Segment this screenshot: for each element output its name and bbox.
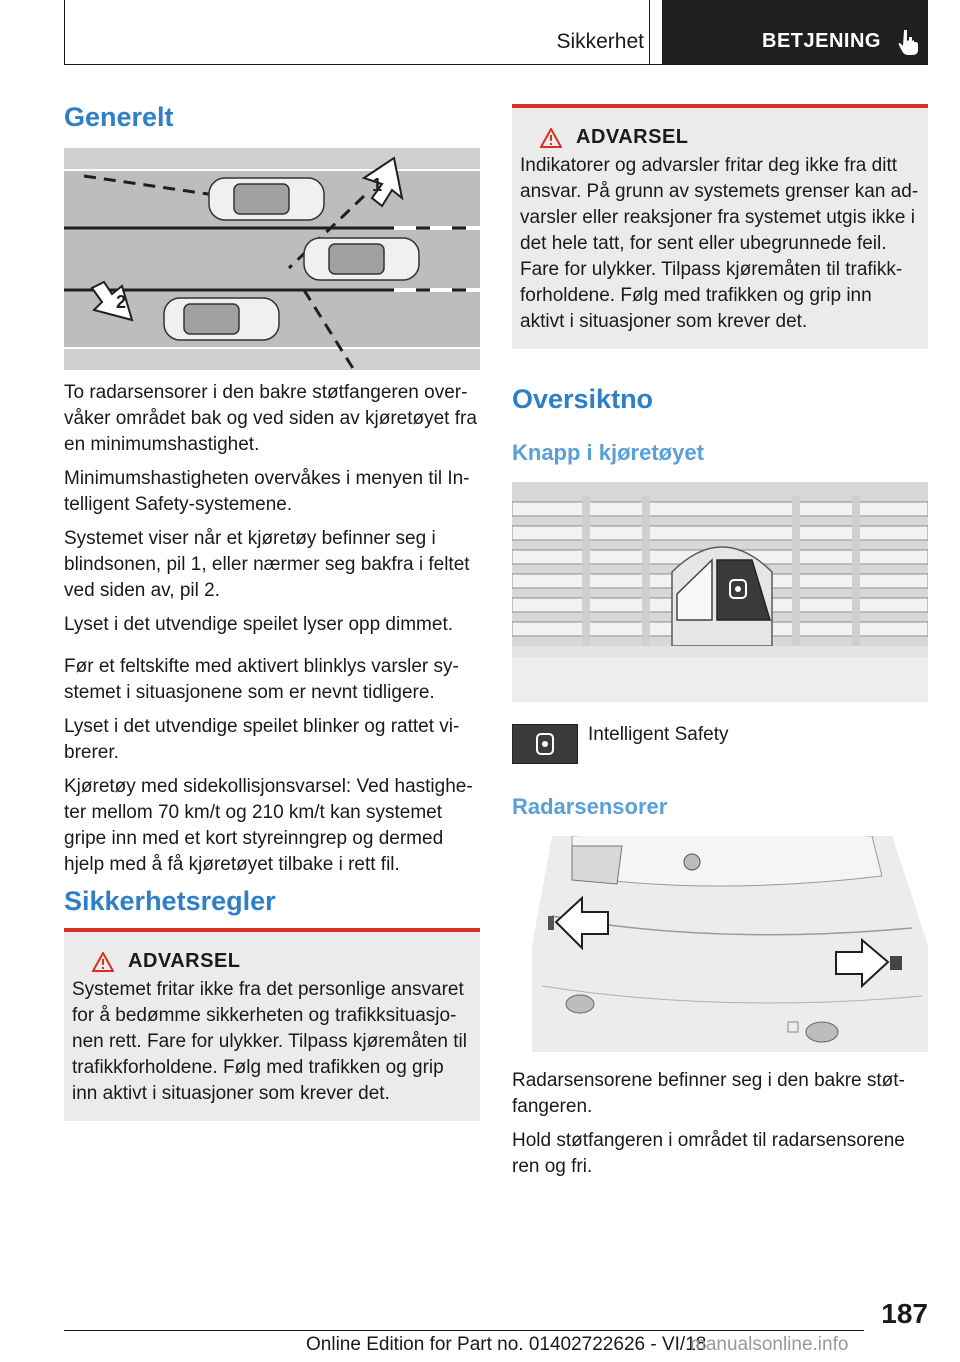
intelligent-safety-label: Intelligent Safety [588,724,729,745]
paragraph: Kjøretøy med sidekollisjonsvarsel: Ved hastighe- ter mellom 70 km/t og 210 km/t kan systemet gripe inn med et kort styreinngrep og dermed hjelp med å få kjøretøyet tilbake i rett fil. [64,776,473,875]
arrow-2-label: 2 [116,292,127,312]
paragraph: Lyset i det utvendige speilet blinker og rattet vi- brerer. [64,716,460,763]
rear-bumper-photo [512,836,928,1052]
warning-box-right [512,104,928,349]
chapter-tab[interactable] [662,0,928,64]
intelligent-safety-button-icon [512,724,578,764]
car-1 [209,178,324,220]
chapter-tab-label: BETJENING [762,30,881,52]
pointing-hand-icon [898,28,920,56]
page-number: 187 [881,1298,928,1329]
header-rule [64,64,928,65]
blind-spot-illustration [64,148,480,370]
watermark: manualsonline.info [690,1334,849,1355]
warning-triangle-icon [540,128,562,148]
radar-body [512,1068,928,1180]
paragraph: Systemet viser når et kjøretøy befinner seg i blindsonen, pil 1, eller nærmer seg bakfra i feltet ved siden av, pil 2. [64,528,470,601]
car-2 [304,238,419,280]
section-title: Sikkerhet [556,30,644,53]
footer-rule [64,1330,864,1331]
heading-knapp: Knapp i kjøretøyet [512,440,704,465]
left-body [64,380,480,878]
console-button-photo [512,482,928,702]
heading-sikkerhetsregler: Sikkerhetsregler [64,886,276,916]
warning-box-left [64,928,480,1121]
paragraph: Før et feltskifte med aktivert blinklys varsler sy- stemet i situasjonene som er nevnt tidligere. [64,656,459,703]
heading-generelt: Generelt [64,102,174,132]
car-3 [164,298,279,340]
warning-title: ADVARSEL [576,126,689,148]
paragraph: Hold støtfangeren i området til radarsensorene ren og fri. [512,1130,905,1177]
heading-oversikt: Oversiktno [512,384,654,414]
paragraph: Minimumshastigheten overvåkes i menyen til In- telligent Safety-systemene. [64,468,470,515]
arrow-1-label: 1 [372,175,383,195]
warning-text: Indikatorer og advarsler fritar deg ikke fra ditt ansvar. På grunn av systemets grenser kan ad- varsler eller reaksjoner fra systemet utgis ikke i det hele tatt, for sent eller ubegrunnede feil. Fare for ulykker. Tilpass kjøremåten til trafikk- forholdene. Følg med trafikken og grip inn aktivt i situasjoner som krever det. [520,155,919,332]
paragraph: Lyset i det utvendige speilet lyser opp dimmet. [64,614,453,635]
paragraph: Radarsensorene befinner seg i den bakre støt- fangeren. [512,1070,905,1117]
warning-triangle-icon [92,952,114,972]
paragraph: To radarsensorer i den bakre støtfangeren over- våker området bak og ved siden av kjøretøyet fra en minimumshastighet. [64,382,477,455]
edition-note: Online Edition for Part no. 01402722626 - VI/18 [306,1334,707,1355]
heading-radarsensorer: Radarsensorer [512,794,668,819]
warning-text: Systemet fritar ikke fra det personlige ansvaret for å bedømme sikkerheten og trafikksituasjo- nen rett. Fare for ulykker. Tilpass kjøremåten til trafikkforholdene. Følg med trafikken og grip inn aktivt i situasjoner som krever det. [72,979,467,1104]
warning-title: ADVARSEL [128,950,241,972]
